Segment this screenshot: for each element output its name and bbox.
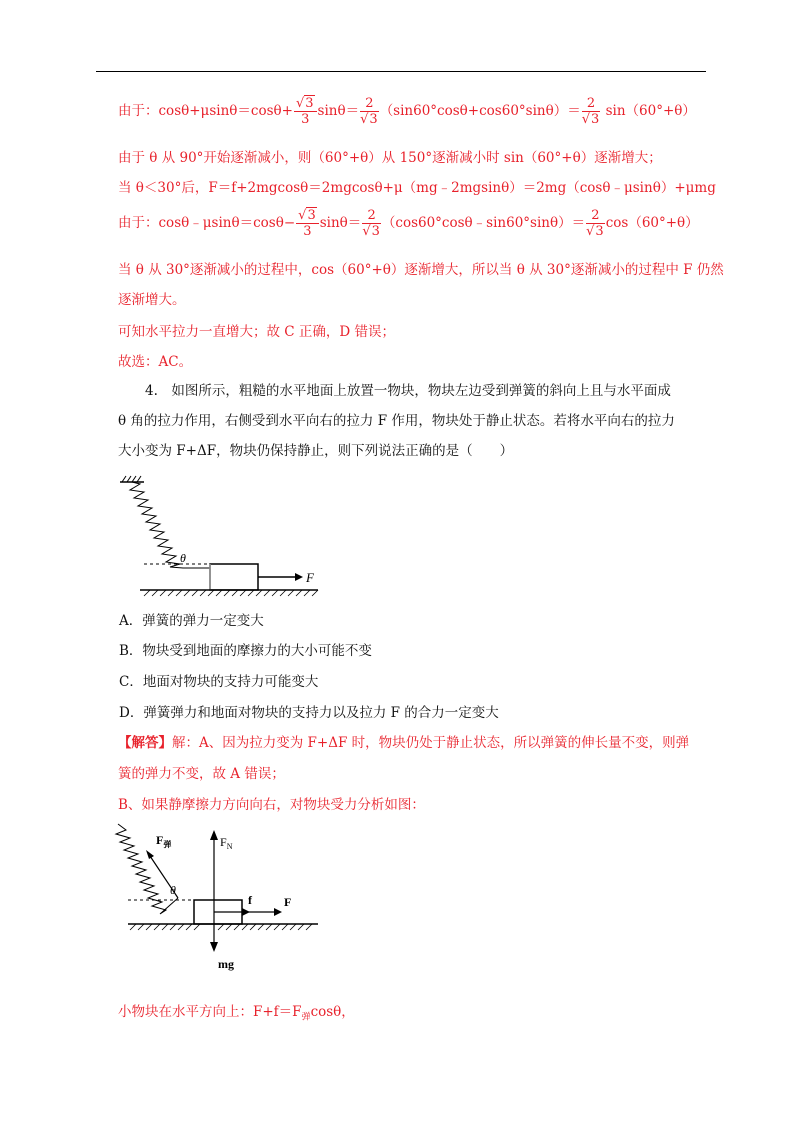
text: cos（60°+θ） [605,215,699,231]
fraction: $\frac{√3}{3}$ [296,208,319,239]
text: 小物块在水平方向上：F+f＝F [118,1004,302,1020]
option-c: C．地面对物块的支持力可能变大 [119,674,319,690]
answer-choice-line: 故选：AC。 [118,354,193,370]
force-f-label: F [306,570,314,585]
text: （cos60°cosθ﹣sin60°sinθ）＝ [381,215,586,231]
question-4-line-2: θ 角的拉力作用，右侧受到水平向右的拉力 F 作用，物块处于静止状态。若将水平向右的拉力 [118,413,675,429]
text: 由于：cosθ﹣μsinθ＝cosθ− [118,215,296,231]
text: sinθ＝ [319,215,362,231]
horizontal-equation-line [118,1002,355,1028]
theta-label: θ [170,883,176,897]
answer-line-3: B、如果静摩擦力方向向右，对物块受力分析如图： [118,797,425,813]
answer-tag: 【解答】 [118,735,172,751]
text: sinθ＝ [317,103,360,119]
subscript: 弹 [301,1012,311,1023]
text: 解：A、因为拉力变为 F+ΔF 时，物块仍处于静止状态，所以弹簧的伸长量不变，则弹 [172,735,690,751]
answer-line-1 [118,733,689,753]
theta-label: θ [180,551,186,565]
normal-force-label: $F_N$ [220,835,233,851]
text: （sin60°cosθ+cos60°sinθ）＝ [379,103,581,119]
force-f-label: F [284,895,292,909]
explanation-line-2: 由于 θ 从 90°开始逐渐减小，则（60°+θ）从 150°逐渐减小时 sin（60°+θ）逐渐增大； [118,150,662,166]
answer-line-2: 簧的弹力不变，故 A 错误； [118,766,285,782]
fraction: $\frac{2}{√3}$ [586,208,604,239]
fraction: $\frac{2}{√3}$ [360,96,378,127]
spring-block-diagram [110,474,330,604]
equation-line-1 [118,96,696,127]
explanation-line-3: 当 θ＜30°后，F＝f+2mgcosθ＝2mgcosθ+μ（mg﹣2mgsinθ）＝2mg（cosθ﹣μsinθ）+μmg [118,180,716,196]
explanation-line-5: 当 θ 从 30°逐渐减小的过程中，cos（60°+θ）逐渐增大，所以当 θ 从 30°逐渐减小的过程中 F 仍然 [118,262,724,278]
spring-force-label: $F_弹$ [156,833,172,849]
question-4-line-3: 大小变为 F+ΔF，物块仍保持静止，则下列说法正确的是（ ） [118,443,514,459]
friction-label: f [248,893,252,907]
question-4-line-1: 4. 如图所示，粗糙的水平地面上放置一物块，物块左边受到弹簧的斜向上且与水平面成 [145,383,671,399]
text: sin（60°+θ） [601,103,696,119]
equation-line-4 [118,208,699,239]
conclusion-line: 可知水平拉力一直增大；故 C 正确，D 错误； [118,324,396,340]
option-a: A．弹簧的弹力一定变大 [119,613,264,629]
fraction: $\frac{2}{√3}$ [362,208,380,239]
text: 由于：cosθ+μsinθ＝cosθ+ [118,103,293,119]
force-analysis-diagram [108,820,348,975]
fraction: $\frac{√3}{3}$ [294,96,317,127]
option-b: B．物块受到地面的摩擦力的大小可能不变 [119,643,372,659]
fraction: $\frac{2}{√3}$ [581,96,600,127]
gravity-label: mg [218,957,234,971]
explanation-line-6: 逐渐增大。 [118,292,186,308]
header-rule [96,71,706,72]
option-d: D．弹簧弹力和地面对物块的支持力以及拉力 F 的合力一定变大 [119,705,499,721]
text: cosθ， [310,1004,355,1020]
